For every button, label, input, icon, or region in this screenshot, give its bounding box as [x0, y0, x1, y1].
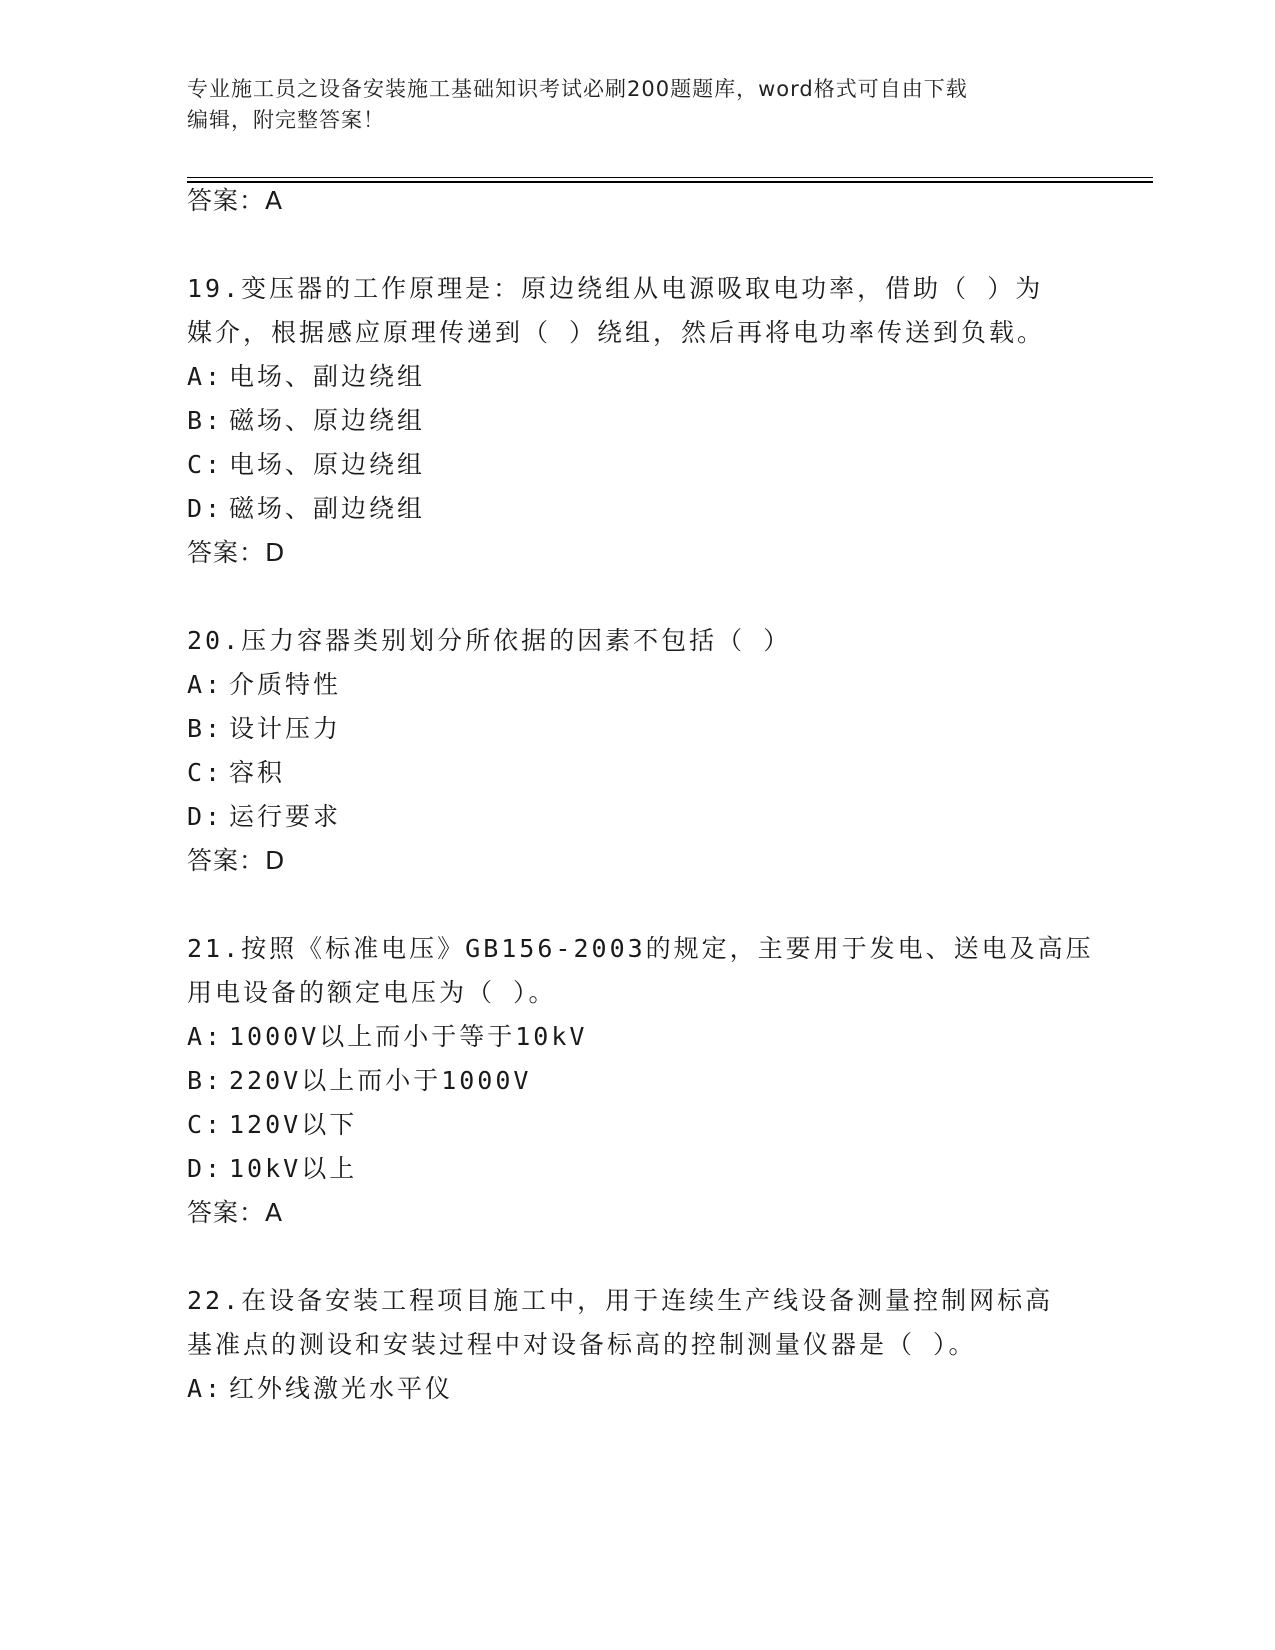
option-text: 10kV以上 — [229, 1154, 358, 1183]
question-20-option-d — [187, 800, 341, 834]
question-19-option-a — [187, 360, 425, 394]
option-label: D: — [187, 1154, 224, 1183]
question-20-option-c — [187, 756, 285, 790]
option-text: 1000V以上而小于等于10kV — [229, 1022, 588, 1051]
option-label: D: — [187, 494, 224, 523]
option-label: B: — [187, 406, 224, 435]
option-text: 容积 — [229, 758, 286, 787]
question-19-option-c — [187, 448, 425, 482]
question-20-answer: 答案：D — [187, 846, 286, 875]
question-20-option-b — [187, 712, 341, 746]
question-22-option-a — [187, 1372, 453, 1406]
option-label: A: — [187, 362, 224, 391]
option-text: 220V以上而小于1000V — [229, 1066, 532, 1095]
option-label: A: — [187, 1022, 224, 1051]
option-text: 介质特性 — [229, 670, 342, 699]
question-20-option-a — [187, 668, 341, 702]
question-21-option-a — [187, 1020, 587, 1054]
question-19-answer: 答案：D — [187, 538, 286, 567]
question-21-stem-line-1: 21.按照《标准电压》GB156-2003的规定，主要用于发电、送电及高压 — [187, 934, 1094, 963]
option-label: C: — [187, 758, 224, 787]
question-21-option-d — [187, 1152, 357, 1186]
question-19-option-b — [187, 404, 425, 438]
question-22-stem-line-1: 22.在设备安装工程项目施工中，用于连续生产线设备测量控制网标高 — [187, 1286, 1054, 1315]
previous-answer: 答案：A — [187, 186, 284, 215]
header-rule-thick — [187, 181, 1153, 183]
option-label: A: — [187, 1374, 224, 1403]
option-label: C: — [187, 450, 224, 479]
question-20-stem-line-1: 20.压力容器类别划分所依据的因素不包括（ ） — [187, 626, 792, 655]
question-21-stem-line-2: 用电设备的额定电压为（ ）。 — [187, 978, 557, 1007]
option-label: D: — [187, 802, 224, 831]
question-21-option-b — [187, 1064, 531, 1098]
question-21-answer: 答案：A — [187, 1198, 284, 1227]
header-rule-thin — [187, 177, 1153, 178]
header-line-1: 专业施工员之设备安装施工基础知识考试必刷200题题库，word格式可自由下载 — [187, 77, 968, 101]
option-label: B: — [187, 1066, 224, 1095]
question-19-option-d — [187, 492, 425, 526]
option-text: 运行要求 — [229, 802, 342, 831]
option-text: 红外线激光水平仪 — [229, 1374, 454, 1403]
question-19-stem-line-1: 19.变压器的工作原理是：原边绕组从电源吸取电功率，借助（ ）为 — [187, 274, 1044, 303]
header-line-2: 编辑，附完整答案！ — [187, 108, 385, 132]
question-22-stem-line-2: 基准点的测设和安装过程中对设备标高的控制测量仪器是（ ）。 — [187, 1330, 977, 1359]
option-text: 磁场、原边绕组 — [229, 406, 426, 435]
option-text: 磁场、副边绕组 — [229, 494, 426, 523]
question-19-stem-line-2: 媒介，根据感应原理传递到（ ）绕组，然后再将电功率传送到负载。 — [187, 318, 1046, 347]
option-label: C: — [187, 1110, 224, 1139]
option-label: B: — [187, 714, 224, 743]
option-text: 电场、副边绕组 — [229, 362, 426, 391]
option-text: 120V以下 — [229, 1110, 358, 1139]
document-header — [187, 74, 1067, 136]
question-21-option-c — [187, 1108, 357, 1142]
option-label: A: — [187, 670, 224, 699]
option-text: 电场、原边绕组 — [229, 450, 426, 479]
option-text: 设计压力 — [229, 714, 342, 743]
